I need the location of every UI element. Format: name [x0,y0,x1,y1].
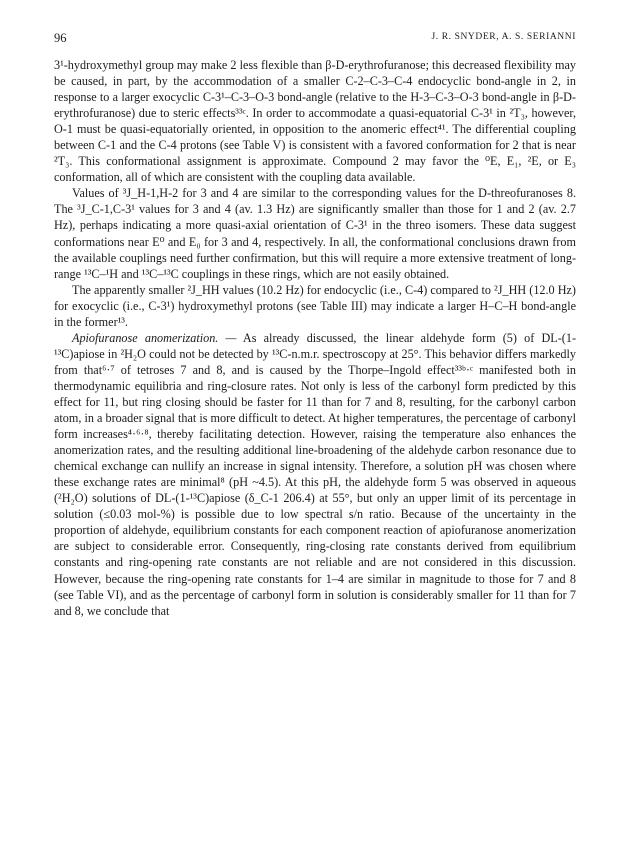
paragraph-3 [54,282,576,330]
paragraph-text: As already discussed, the linear aldehyde form (5) of DL-(1-¹³C)apiose in ²H₂O could not be detected by ¹³C-n.m.r. spectroscopy at 25°. This behavior differs markedly from that⁶·⁷ of tetroses 7 and 8, and is caused by the Thorpe–Ingold effect³³ᵇ·ᶜ manifested both in thermodynamic equilibria and ring-closure rates. Not only is less of the carbonyl form predicted by this effect for 11, but ring closing should be faster for 11 than for 7 and 8, resulting, for the carbonyl carbon atom, in a broader signal that is more difficult to detect. At higher temperatures, the percentage of carbonyl form increases⁴·⁶·⁸, thereby facilitating detection. However, raising the temperature also enhances the anomerization rates, and the resulting additional line-broadening of the aldehyde carbon resonance due to chemical exchange can nullify an increase in signal intensity. Therefore, a solution pH was chosen where these exchange rates are minimal⁸ (pH ~4.5). At this pH, the aldehyde form 5 was observed in aqueous (²H₂O) solutions of DL-(1-¹³C)apiose (δ_C-1 206.4) at 55°, but only an upper limit of its percentage in solution (≤0.03 mol-%) is possible due to low spectral s/n ratio. Because of the uncertainty in the proportion of aldehyde, equilibrium constants for each component reaction of apiofuranose anomerization are subject to considerable error. Consequently, ring-closing rate constants derived from equilibrium constants and ring-opening rate constants are not reliable and are not considered in this discussion. However, because the ring-opening rate constants for 1–4 are similar in magnitude to those for 7 and 8 (see Table VI), and as the percentage of carbonyl form in solution is considerably smaller for 11 than for 7 and 8, we conclude that [54,330,577,618]
section-run-in-heading: Apiofuranose anomerization. — [72,330,237,345]
paragraph-text: 3¹-hydroxymethyl group may make 2 less flexible than β-D-erythrofuranose; this decreased flexibility may be caused, in part, by the accommodation of a smaller C-2–C-3–C-4 endocyclic bond-angle in 2, in response to a larger exocyclic C-3¹–C-3–O-3 bond-angle (relative to the H-3–C-3–O-3 bond-angle in β-D-erythrofuranose) due to steric effects³³ᶜ. In order to accommodate a quasi-equatorial C-3¹ in ²T₃, however, O-1 must be quasi-equatorially oriented, in opposition to the anomeric effect⁴¹. The differential coupling between C-1 and the C-4 protons (see Table V) is consistent with a favored conformation for 2 that is near ²T₃. This conformational assignment is approximate. Compound 2 may favor the ⁰E, E₁, ²E, or E₃ conformation, all of which are consistent with the coupling data available. [54,58,576,185]
paragraph-1 [54,57,576,185]
paragraph-text: Values of ³J_H-1,H-2 for 3 and 4 are similar to the corresponding values for the D-threofuranoses 8. The ³J_C-1,C-3¹ values for 3 and 4 (av. 1.3 Hz) are significantly smaller than those for 1 and 2 (av. 2.7 Hz), perhaps indicating a more quasi-axial orientation of C-3¹ in the threo isomers. These data suggest conformations near E⁰ and E₀ for 3 and 4, respectively. In all, the conformational conclusions drawn from the available couplings need further confirmation, but this will require a more extensive treatment of long-range ¹³C–¹H and ¹³C–¹³C couplings in these rings, which are not easily obtained. [54,186,576,281]
paragraph-text: The apparently smaller ²J_HH values (10.2 Hz) for endocyclic (i.e., C-4) compared to ²J_HH (12.0 Hz) for exocyclic (i.e., C-3¹) hydroxymethyl protons (see Table III) may indicate a larger H–C–H bond-angle in the former¹³. [54,282,576,329]
paragraph-2 [54,185,576,281]
body-text [54,57,576,619]
running-head: J. R. SNYDER, A. S. SERIANNI [431,32,576,42]
paragraph-4 [54,330,576,619]
page-header [54,31,576,47]
page-number: 96 [54,31,67,45]
